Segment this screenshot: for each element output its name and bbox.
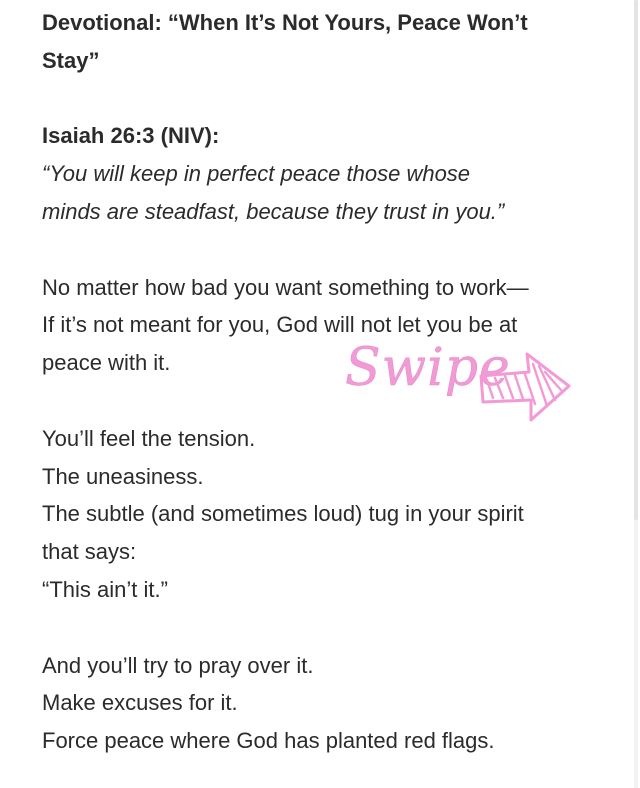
scrollbar-thumb[interactable] — [634, 0, 638, 520]
verse-text-line-1: “You will keep in perfect peace those whose — [42, 161, 471, 187]
spacer — [42, 80, 617, 118]
paragraph-3-line-1: And you’ll try to pray over it. — [42, 652, 314, 678]
paragraph-2-line-4: that says: — [42, 539, 137, 565]
paragraph-1-line-3: peace with it. — [42, 350, 171, 376]
swipe-hint[interactable] — [345, 338, 575, 448]
swipe-label: Swipe — [345, 338, 511, 398]
verse-reference: Isaiah 26:3 (NIV): — [42, 123, 220, 149]
spacer — [42, 609, 617, 647]
paragraph-1-line-2: If it’s not meant for you, God will not let you be at — [42, 312, 518, 338]
paragraph-2-line-3: The subtle (and sometimes loud) tug in your spirit — [42, 501, 524, 527]
verse-text-line-2: minds are steadfast, because they trust in you.” — [42, 198, 505, 224]
paragraph-2-line-5: “This ain’t it.” — [42, 576, 168, 602]
spacer — [42, 231, 617, 269]
paragraph-2-line-2: The uneasiness. — [42, 463, 204, 489]
paragraph-1-line-1: No matter how bad you want something to work— — [42, 274, 529, 300]
scrollbar[interactable] — [634, 0, 638, 788]
arrow-right-icon — [477, 346, 573, 431]
devotional-title-line-1: Devotional: “When It’s Not Yours, Peace Won’t — [42, 10, 528, 35]
paragraph-2-line-1: You’ll feel the tension. — [42, 425, 256, 451]
paragraph-3-line-2: Make excuses for it. — [42, 690, 238, 716]
paragraph-3-line-3: Force peace where God has planted red flags. — [42, 728, 495, 754]
devotional-title-line-2: Stay” — [42, 47, 100, 73]
